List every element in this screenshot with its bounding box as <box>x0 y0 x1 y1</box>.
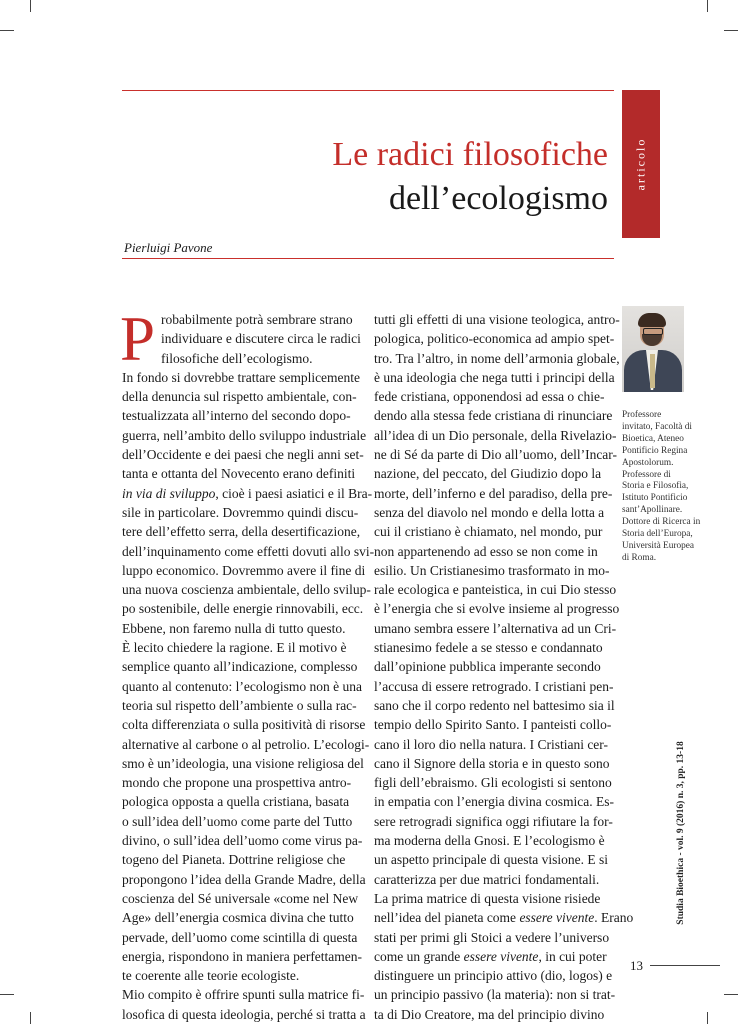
article-title-line1: Le radici filosofiche <box>332 136 608 173</box>
header-rule <box>122 90 614 91</box>
body-line: figli dell’ebraismo. Gli ecologisti si sentono <box>374 775 612 791</box>
body-line: sano che il corpo redento nel battesimo sia il <box>374 697 615 713</box>
body-line: propongono l’idea della Grande Madre, della <box>122 871 366 887</box>
body-line: tro. Tra l’altro, in nome dell’armonia globale, <box>374 350 620 366</box>
author-photo <box>622 306 684 392</box>
bio-line: Pontificio Regina <box>622 445 688 456</box>
crop-mark <box>724 994 738 995</box>
body-line: ne di Sé da parte di Dio all’uomo, dell’Incar- <box>374 447 618 463</box>
article-title-line2: dell’ecologismo <box>388 180 608 217</box>
body-line: losofica di questa ideologia, perché si tratta a <box>122 1006 366 1022</box>
body-line: o sull’idea dell’uomo come parte del Tutto <box>122 813 353 829</box>
body-column-right <box>374 310 634 1024</box>
body-line: cui il cristiano è chiamato, nel mondo, pur <box>374 524 603 540</box>
body-line: È lecito chiedere la ragione. E il motivo è <box>122 640 347 656</box>
bio-line: di Roma. <box>622 552 657 563</box>
crop-mark <box>0 30 14 31</box>
body-line: morte, dell’inferno e del paradiso, della pre- <box>374 485 613 501</box>
body-line: Age» dell’energia cosmica divina che tutto <box>122 910 354 926</box>
bio-line: Professore <box>622 410 662 420</box>
crop-mark <box>724 30 738 31</box>
body-line: dell’Occidente e dei paesi che negli anni set- <box>122 447 364 463</box>
body-line: luppo economico. Dovremmo avere il fine di <box>122 562 366 578</box>
body-line: come un grande essere vivente, in cui poter <box>374 948 607 964</box>
body-line: individuare e discutere circa le radici <box>161 331 361 347</box>
body-line: Mio compito è offrire spunti sulla matrice fi- <box>122 987 365 1003</box>
body-line: smo è un’ideologia, una visione religiosa del <box>122 755 364 771</box>
body-line: mondo che propone una prospettiva antro- <box>122 775 352 791</box>
body-line: sere retrogradi significa oggi rifiutare la for- <box>374 813 613 829</box>
bio-line: Storia dell’Europa, <box>622 529 693 540</box>
bio-line: Dottore di Ricerca in <box>622 517 701 528</box>
body-line: umano sembra essere l’alternativa ad un Cri- <box>374 620 617 636</box>
body-line: cano il Signore della storia e in questo sono <box>374 755 610 771</box>
body-line: robabilmente potrà sembrare strano <box>161 312 353 327</box>
body-line: te coerente alle teorie ecologiste. <box>122 968 300 984</box>
author-bio <box>622 410 710 565</box>
body-line: fede cristiana, opponendosi ad essa o chie- <box>374 389 605 405</box>
section-tab <box>622 90 660 238</box>
body-line: senza del diavolo nel mondo e della lotta a <box>374 504 605 520</box>
body-line: distinguere un principio attivo (dio, logos) e <box>374 968 613 984</box>
crop-mark <box>30 0 31 12</box>
bio-line: Istituto Pontificio <box>622 493 688 504</box>
body-line: un principio passivo (la materia): non si trat- <box>374 987 616 1003</box>
bio-line: Storia e Filosofia, <box>622 481 689 492</box>
body-line: Ebbene, non faremo nulla di tutto questo. <box>122 620 346 636</box>
crop-mark <box>30 1012 31 1024</box>
body-line: testualizzata all’interno del secondo dopo- <box>122 408 351 424</box>
body-line: cano il loro dio nella natura. I Cristiani cer- <box>374 736 609 752</box>
body-line: dell’inquinamento come effetti dovuti allo svi- <box>122 543 375 559</box>
body-line: della denuncia sul rispetto ambientale, con- <box>122 389 357 405</box>
body-line: nazione, del peccato, del Giudizio dopo la <box>374 466 602 482</box>
body-line: colta differenziata o sulla positività di risorse <box>122 717 366 733</box>
body-line: caratterizza per due matrici fondamentali. <box>374 871 600 887</box>
body-line: sile in particolare. Dovremmo quindi discu- <box>122 504 359 520</box>
body-line: all’idea di un Dio personale, della Rivelazio- <box>374 427 617 443</box>
body-column-left <box>120 304 375 1024</box>
body-line: in via di sviluppo, cioè i paesi asiatici e il Bra- <box>122 485 373 501</box>
drop-cap: P <box>120 304 156 374</box>
body-line: esilio. Un Cristianesimo trasformato in mo- <box>374 562 610 578</box>
body-line: non appartenendo ad esso se non come in <box>374 543 598 559</box>
body-line: energia, rispondono in maniera perfettamen- <box>122 948 363 964</box>
body-line: semplice quanto all’indicazione, complesso <box>122 659 358 675</box>
body-line: è una ideologia che nega tutti i principi della <box>374 369 615 385</box>
bio-line: invitato, Facoltà di <box>622 421 692 432</box>
page-number: 13 <box>630 958 643 973</box>
body-line: pervade, dell’uomo come scintilla di questa <box>122 929 358 945</box>
bio-line: sant’Apollinare. <box>622 505 683 516</box>
body-line: tempio dello Spirito Santo. I panteisti collo- <box>374 717 612 733</box>
body-line: una nuova coscienza ambientale, dello svilup- <box>122 582 371 598</box>
body-line: po sostenibile, delle energie rinnovabili, ecc. <box>122 601 364 617</box>
crop-mark <box>0 994 14 995</box>
body-line: è l’energia che si evolve insieme al progresso <box>374 601 620 617</box>
bio-line: Bioetica, Ateneo <box>622 433 684 444</box>
author-name: Pierluigi Pavone <box>124 240 213 255</box>
body-line: ta di Dio Creatore, ma del principio divino <box>374 1006 605 1022</box>
body-line: quanto al contenuto: l’ecologismo non è una <box>122 678 362 694</box>
bio-line: Professore di <box>622 469 671 480</box>
section-label: articolo <box>633 137 648 191</box>
body-line: In fondo si dovrebbe trattare semplicemente <box>122 369 361 385</box>
body-line: dendo alla stessa fede cristiana di rinunciare <box>374 408 613 424</box>
body-line: ma moderna della Gnosi. E l’ecologismo è <box>374 833 605 849</box>
body-line: dall’opinione pubblica imperante secondo <box>374 659 601 675</box>
body-line: tere dell’effetto serra, della desertificazione, <box>122 524 361 540</box>
body-line: La prima matrice di questa visione risiede <box>374 890 601 906</box>
bio-line: Università Europea <box>622 540 695 551</box>
body-line: tanta e ottanta del Novecento erano definiti <box>122 466 356 482</box>
body-line: teoria sul rispetto dell’ambiente o sulla rac- <box>122 697 357 713</box>
body-line: un aspetto principale di questa visione. E si <box>374 852 608 868</box>
body-line: l’accusa di essere retrogrado. I cristiani pen- <box>374 678 614 694</box>
bio-line: Apostolorum. <box>622 457 674 468</box>
body-line: alternative al carbone o al petrolio. L’ecologi- <box>122 736 370 752</box>
body-line: pologica, politico-economica ad ampio spet- <box>374 331 615 347</box>
body-line: tutti gli effetti di una visione teologica, antro- <box>374 312 620 327</box>
body-line: rale ecologica e panteistica, in cui Dio stesso <box>374 582 617 598</box>
body-line: pologica opposta a quella cristiana, basata <box>122 794 350 810</box>
body-line: in empatia con l’energia divina cosmica. Es- <box>374 794 615 810</box>
author-rule <box>122 258 614 259</box>
body-line: divino, o sull’idea dell’uomo come virus pa- <box>122 833 363 849</box>
body-line: nell’idea del pianeta come essere vivente. Erano <box>374 910 634 926</box>
crop-mark <box>707 0 708 12</box>
body-line: filosofiche dell’ecologismo. <box>161 350 313 366</box>
body-line: togeno del Pianeta. Dottrine religiose che <box>122 852 346 868</box>
body-line: coscienza del Sé universale «come nel New <box>122 890 359 906</box>
body-line: stianesimo fedele a se stesso e condannato <box>374 640 603 656</box>
crop-mark <box>707 1012 708 1024</box>
body-line: guerra, nell’ambito dello sviluppo industriale <box>122 427 367 443</box>
footer-rule <box>650 965 720 966</box>
body-line: stati per primi gli Stoici a vedere l’universo <box>374 929 610 945</box>
journal-reference: Studia Bioethica - vol. 9 (2016) n. 3, pp. 13-18 <box>676 741 686 925</box>
